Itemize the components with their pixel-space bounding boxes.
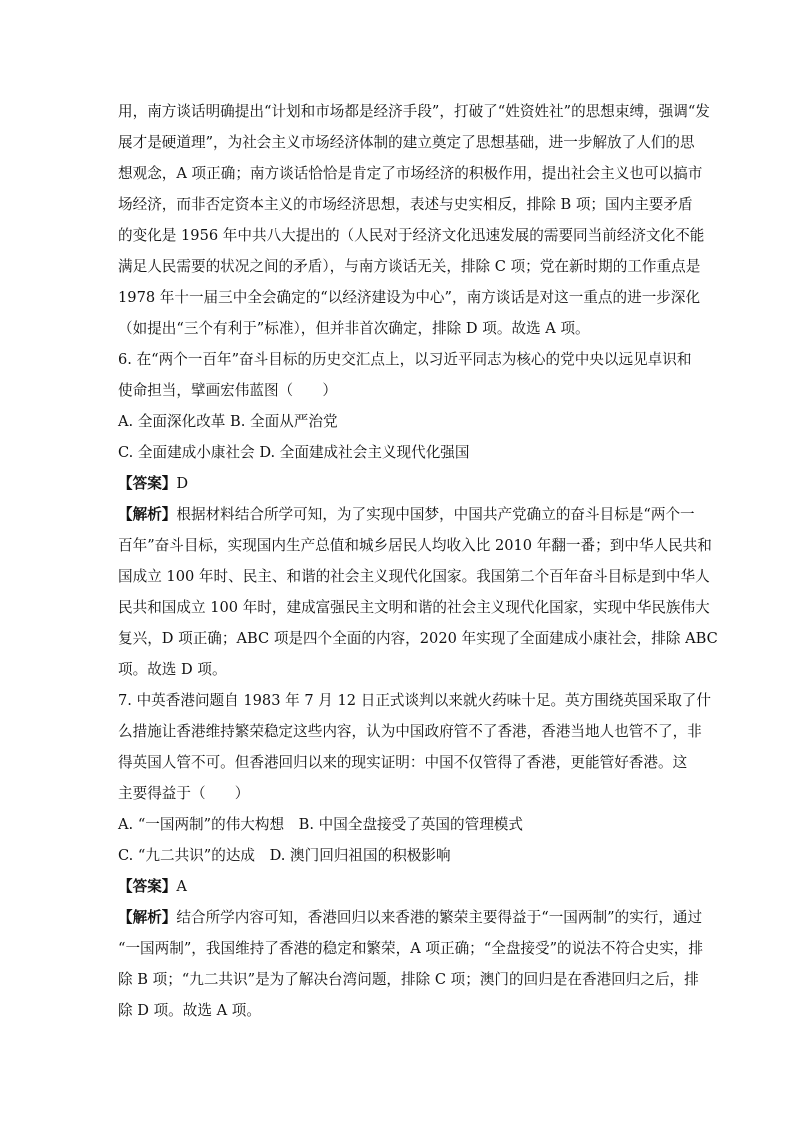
answer-value: A (176, 878, 187, 895)
question-6-answer (118, 468, 676, 499)
text-line: 满足人民需要的状况之间的矛盾），与南方谈话无关，排除 C 项；党在新时期的工作重点是 (118, 258, 701, 275)
document-page (118, 96, 718, 1026)
text-line: 用，南方谈话明确提出“计划和市场都是经济手段”，打破了“姓资姓社”的思想束缚，强调“发 (118, 103, 710, 120)
analysis-line: “一国两制”，我国维持了香港的稳定和繁荣，A 项正确；“全盘接受”的说法不符合史实，排 (118, 940, 703, 957)
question-7-stem: 得英国人管不可。但香港回归以来的现实证明：中国不仅管得了香港，更能管好香港。这 (118, 754, 688, 771)
text-line: （如提出“三个有利于”标准），但并非首次确定，排除 D 项。故选 A 项。 (118, 320, 590, 337)
answer-label: 【答案】 (118, 878, 177, 895)
question-7-stem: 主要得益于（ ） (118, 785, 250, 802)
analysis-line: 除 B 项；“九二共识”是为了解决台湾问题，排除 C 项；澳门的回归是在香港回归之后，排 (118, 971, 699, 988)
analysis-text: 结合所学内容可知，香港回归以来香港的繁荣主要得益于“一国两制”的实行，通过 (176, 909, 703, 926)
analysis-line: 百年”奋斗目标，实现国内生产总值和城乡居民人均收入比 2010 年翻一番；到中华人民共和 (118, 537, 712, 554)
question-6-stem: 6. 在“两个一百年”奋斗目标的历史交汇点上，以习近平同志为核心的党中央以远见卓识和 (118, 351, 692, 368)
text-line: 展才是硬道理”，为社会主义市场经济体制的建立奠定了思想基础，进一步解放了人们的思 (118, 134, 695, 151)
text-line: 的变化是 1956 年中共八大提出的（人民对于经济文化迅速发展的需要同当前经济文化不能 (118, 227, 705, 244)
text-line: 想观念，A 项正确；南方谈话恰恰是肯定了市场经济的积极作用，提出社会主义也可以搞市 (118, 165, 703, 182)
question-7-stem: 7. 中英香港问题自 1983 年 7 月 12 日正式谈判以来就火药味十足。英方围绕英国采取了什 (118, 692, 711, 709)
analysis-line: 除 D 项。故选 A 项。 (118, 1002, 261, 1019)
question-7-stem: 么措施让香港维持繁荣稳定这些内容，认为中国政府管不了香港，香港当地人也管不了，非 (118, 723, 702, 740)
analysis-line: 民共和国成立 100 年时，建成富强民主文明和谐的社会主义现代化国家，实现中华民族伟大 (118, 599, 710, 616)
text-line: 1978 年十一届三中全会确定的“以经济建设为中心”，南方谈话是对这一重点的进一步深化 (118, 289, 701, 306)
question-6-analysis (118, 499, 695, 530)
question-7-analysis (118, 902, 703, 933)
question-7-option: C. “九二共识”的达成 D. 澳门回归祖国的积极影响 (118, 847, 451, 864)
text-line: 场经济，而非否定资本主义的市场经济思想，表述与史实相反，排除 B 项；国内主要矛盾 (118, 196, 693, 213)
question-7-answer (118, 871, 676, 902)
analysis-line: 项。故选 D 项。 (118, 661, 227, 678)
analysis-label: 【解析】 (118, 909, 177, 926)
question-6-stem: 使命担当，擘画宏伟蓝图（ ） (118, 382, 337, 399)
answer-label: 【答案】 (118, 475, 177, 492)
question-6-option: A. 全面深化改革 B. 全面从严治党 (118, 413, 338, 430)
question-6-option: C. 全面建成小康社会 D. 全面建成社会主义现代化强国 (118, 444, 470, 461)
question-7-option: A. “一国两制”的伟大构想 B. 中国全盘接受了英国的管理模式 (118, 816, 523, 833)
analysis-line: 国成立 100 年时、民主、和谐的社会主义现代化国家。我国第二个百年奋斗目标是到中华人 (118, 568, 710, 585)
analysis-label: 【解析】 (118, 506, 177, 523)
analysis-text: 根据材料结合所学可知，为了实现中国梦，中国共产党确立的奋斗目标是“两个一 (176, 506, 695, 523)
answer-value: D (176, 475, 189, 492)
analysis-line: 复兴，D 项正确；ABC 项是四个全面的内容，2020 年实现了全面建成小康社会，排除 ABC (118, 630, 718, 647)
